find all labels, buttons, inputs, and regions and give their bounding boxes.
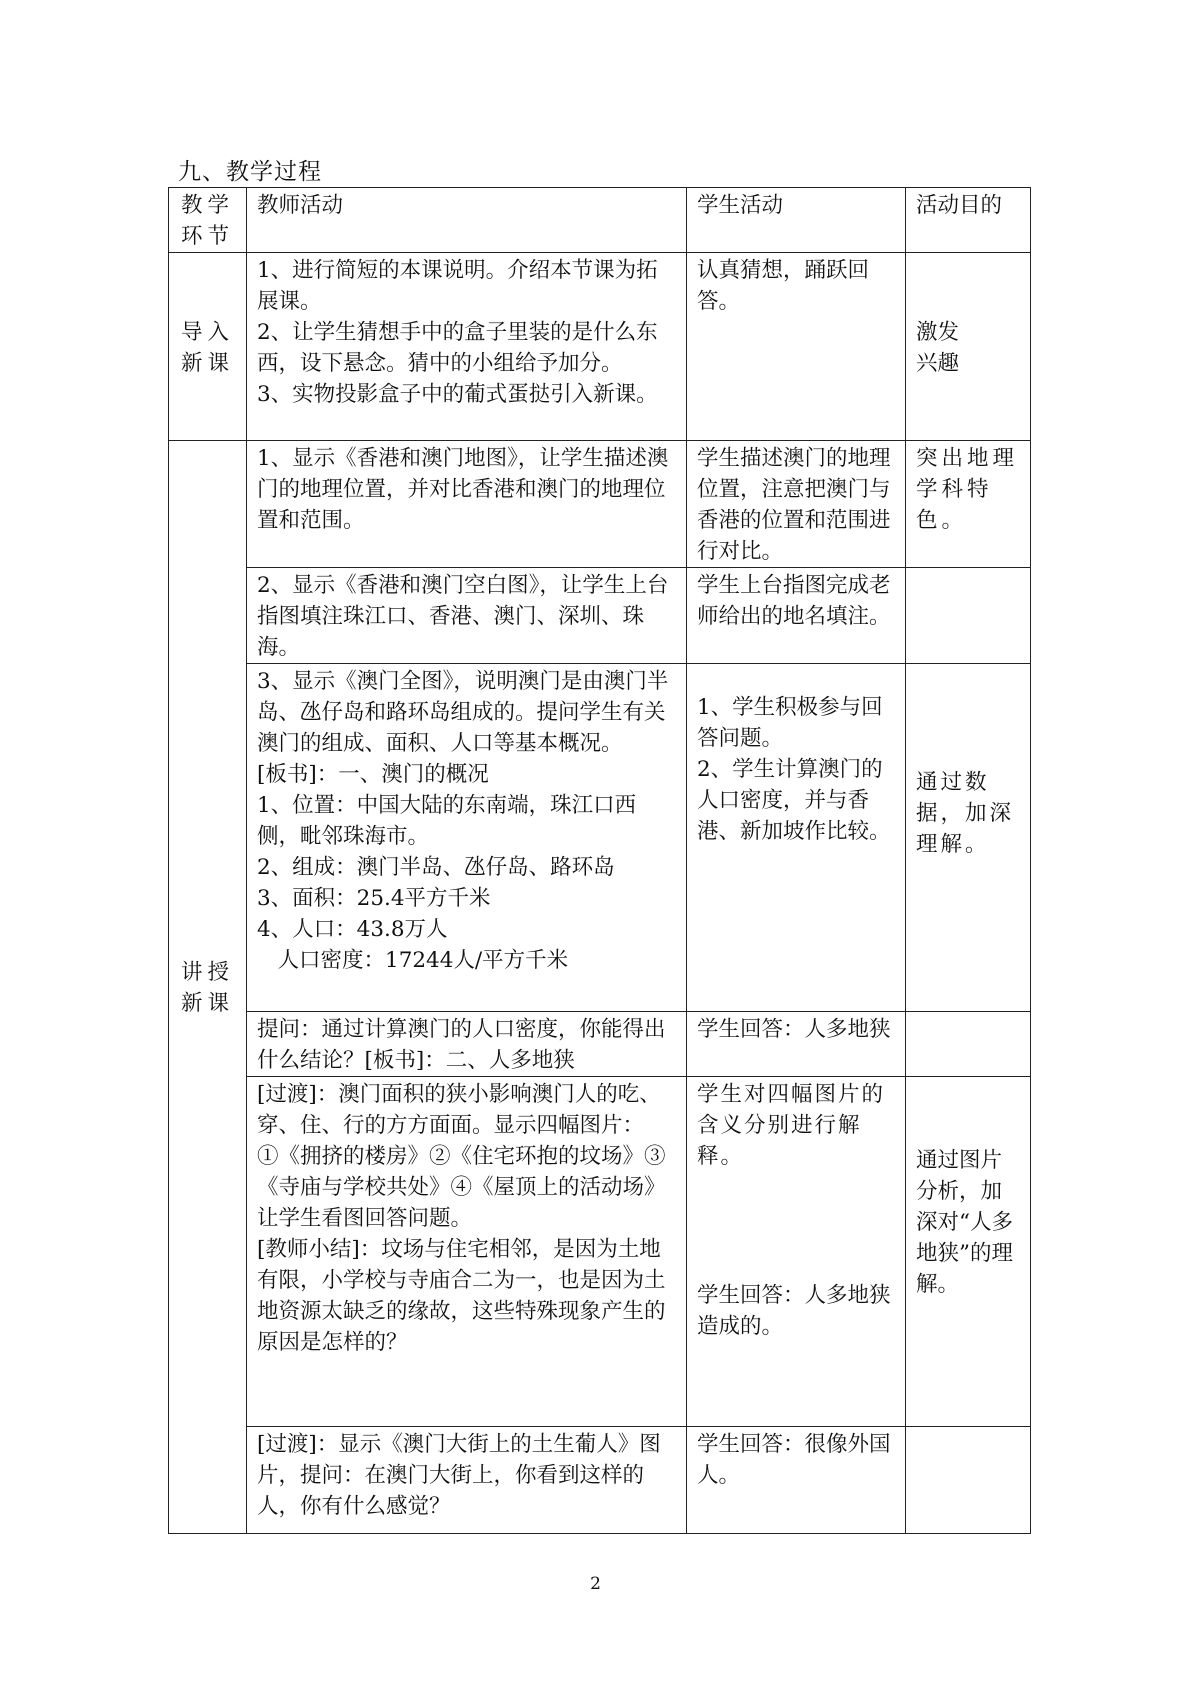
- header-stage: 教学环节: [169, 188, 247, 253]
- lecture-5-teacher-activity: [过渡]：澳门面积的狭小影响澳门人的吃、穿、住、行的方方面面。显示四幅图片： ①《拥挤的楼房》②《住宅环抱的坟场》③《寺庙与学校共处》④《屋顶上的活动场》 让学生看图回答问题。 [教师小结]：坟场与住宅相邻，是因为土地有限，小学校与寺庙合二为一，也是因为土地资源太缺乏的缘故，这些特殊现象产生的原因是怎样的？: [247, 1077, 687, 1427]
- lecture-3-student-activity: 1、学生积极参与回答问题。 2、学生计算澳门的人口密度，并与香港、新加坡作比较。: [687, 664, 906, 1012]
- lecture-6-purpose: [906, 1427, 1031, 1534]
- lecture-5-purpose: 通过图片分析，加深对“人多地狭”的理解。: [906, 1077, 1031, 1427]
- lecture-5-student-activity-a: 学生对四幅图片的含义分别进行解释。: [697, 1082, 886, 1169]
- lecture-row-5: [169, 1077, 1031, 1427]
- lecture-4-teacher-activity: 提问：通过计算澳门的人口密度，你能得出什么结论？[板书]：二、人多地狭: [247, 1012, 687, 1077]
- lecture-6-student-activity: 学生回答：很像外国人。: [687, 1427, 906, 1534]
- lecture-3-teacher-activity: 3、显示《澳门全图》，说明澳门是由澳门半岛、氹仔岛和路环岛组成的。提问学生有关澳门的组成、面积、人口等基本概况。 [板书]：一、澳门的概况 1、位置：中国大陆的东南端，珠江口西侧，毗邻珠海市。 2、组成：澳门半岛、氹仔岛、路环岛 3、面积：25.4平方千米 4、人口：43.8万人 人口密度：17244人/平方千米: [247, 664, 687, 1012]
- lecture-2-teacher-activity: 2、显示《香港和澳门空白图》，让学生上台指图填注珠江口、香港、澳门、深圳、珠海。: [247, 568, 687, 664]
- lecture-row-1: [169, 441, 1031, 568]
- page-number: 2: [590, 1574, 601, 1594]
- lecture-5-student-spacer: [697, 1172, 897, 1280]
- lecture-5-student-activity: [687, 1077, 906, 1427]
- lecture-row-6: [169, 1427, 1031, 1534]
- header-student: 学生活动: [687, 188, 906, 253]
- lecture-6-teacher-activity: [过渡]：显示《澳门大街上的土生葡人》图片，提问：在澳门大街上，你看到这样的人，你有什么感觉？: [247, 1427, 687, 1534]
- lecture-1-purpose: 突出地理学科特色。: [906, 441, 1031, 568]
- intro-teacher-activity: 1、进行简短的本课说明。介绍本节课为拓展课。 2、让学生猜想手中的盒子里装的是什么东西，设下悬念。猜中的小组给予加分。 3、实物投影盒子中的葡式蛋挞引入新课。: [247, 253, 687, 441]
- teaching-process-table: [168, 187, 1031, 1534]
- lecture-2-purpose: [906, 568, 1031, 664]
- section-title: 九、教学过程: [178, 159, 322, 185]
- intro-purpose: 激发 兴趣: [906, 253, 1031, 441]
- lecture-4-purpose: [906, 1012, 1031, 1077]
- lecture-row-3: [169, 664, 1031, 1012]
- header-row: [169, 188, 1031, 253]
- lecture-row-4: [169, 1012, 1031, 1077]
- stage-intro: 导入新课: [169, 253, 247, 441]
- intro-student-activity: 认真猜想，踊跃回答。: [687, 253, 906, 441]
- intro-row: [169, 253, 1031, 441]
- header-purpose: 活动目的: [906, 188, 1031, 253]
- lecture-1-student-activity: 学生描述澳门的地理位置，注意把澳门与香港的位置和范围进行对比。: [687, 441, 906, 568]
- header-teacher: 教师活动: [247, 188, 687, 253]
- lecture-4-student-activity: 学生回答：人多地狭: [687, 1012, 906, 1077]
- lecture-row-2: [169, 568, 1031, 664]
- lecture-3-purpose: 通过数据，加深理解。: [906, 664, 1031, 1012]
- stage-lecture: 讲授新课: [169, 441, 247, 1534]
- lecture-1-teacher-activity: 1、显示《香港和澳门地图》，让学生描述澳门的地理位置，并对比香港和澳门的地理位置和范围。: [247, 441, 687, 568]
- lecture-2-student-activity: 学生上台指图完成老师给出的地名填注。: [687, 568, 906, 664]
- lecture-5-student-activity-b: 学生回答：人多地狭造成的。: [697, 1283, 891, 1339]
